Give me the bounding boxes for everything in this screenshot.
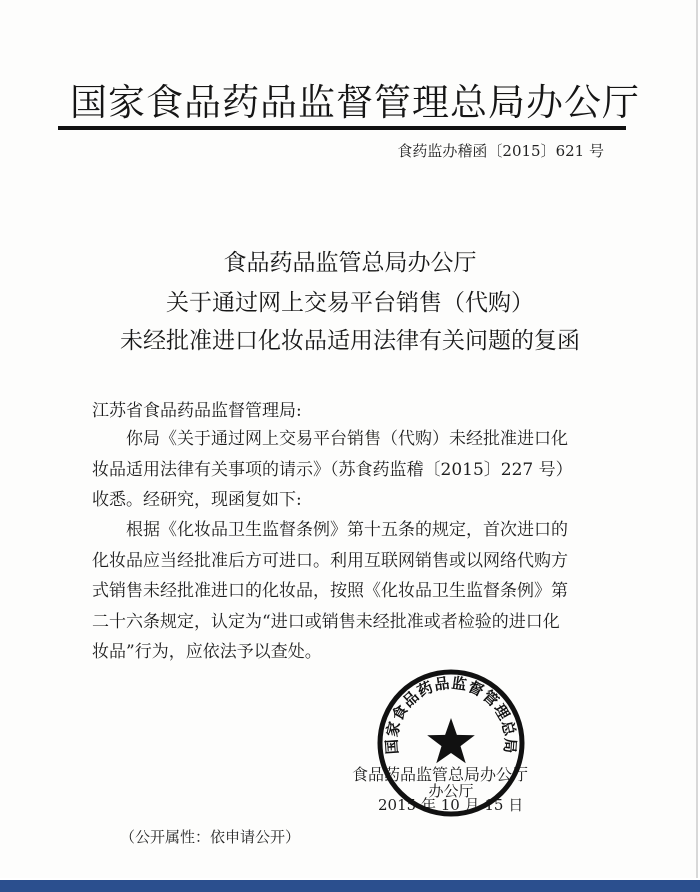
paragraph-1-line: 你局《关于通过网上交易平台销售（代购）未经批准进口化 bbox=[126, 429, 568, 449]
official-seal bbox=[376, 668, 526, 818]
paragraph-2-line: 化妆品应当经批准后方可进口。利用互联网销售或以网络代购方 bbox=[92, 550, 568, 571]
seal-star-icon bbox=[427, 718, 475, 763]
paragraph-2-line: 妆品”行为，应依法予以查处。 bbox=[92, 642, 322, 662]
letterhead-rule bbox=[58, 126, 626, 130]
title-line-3: 未经批准进口化妆品适用法律有关问题的复函 bbox=[120, 328, 580, 354]
window-bottom-bar bbox=[0, 880, 700, 892]
document-number: 食药监办稽函〔2015〕621 号 bbox=[397, 142, 604, 160]
title-line-2: 关于通过网上交易平台销售（代购） bbox=[166, 290, 534, 316]
paragraph-2-line: 二十六条规定，认定为“进口或销售未经批准或者检验的进口化 bbox=[92, 611, 560, 632]
title-line-1: 食品药品监管总局办公厅 bbox=[223, 250, 477, 276]
paragraph-2-line: 式销售未经批准进口的化妆品，按照《化妆品卫生监督条例》第 bbox=[92, 581, 568, 601]
paragraph-1 bbox=[92, 424, 622, 516]
letterhead-title: 国家食品药品监督管理总局办公厅 bbox=[70, 81, 640, 124]
signature-date: 2015 年 10 月 15 日 bbox=[378, 796, 524, 814]
seal-center-text: 办公厅 bbox=[428, 782, 474, 800]
public-attribute: （公开属性：依申请公开） bbox=[120, 828, 301, 846]
paragraph-2 bbox=[92, 515, 622, 668]
signature-org: 食品药品监管总局办公厅 bbox=[352, 765, 529, 784]
paragraph-1-line: 妆品适用法律有关事项的请示》（苏食药监稽〔2015〕227 号） bbox=[92, 459, 573, 480]
seal-ring-text: 国家食品药品监督管理总局 bbox=[382, 673, 520, 755]
addressee: 江苏省食品药品监督管理局: bbox=[92, 401, 302, 421]
paragraph-1-line: 收悉。经研究，现函复如下: bbox=[92, 490, 302, 510]
paragraph-2-line: 根据《化妆品卫生监督条例》第十五条的规定，首次进口的 bbox=[126, 520, 568, 540]
